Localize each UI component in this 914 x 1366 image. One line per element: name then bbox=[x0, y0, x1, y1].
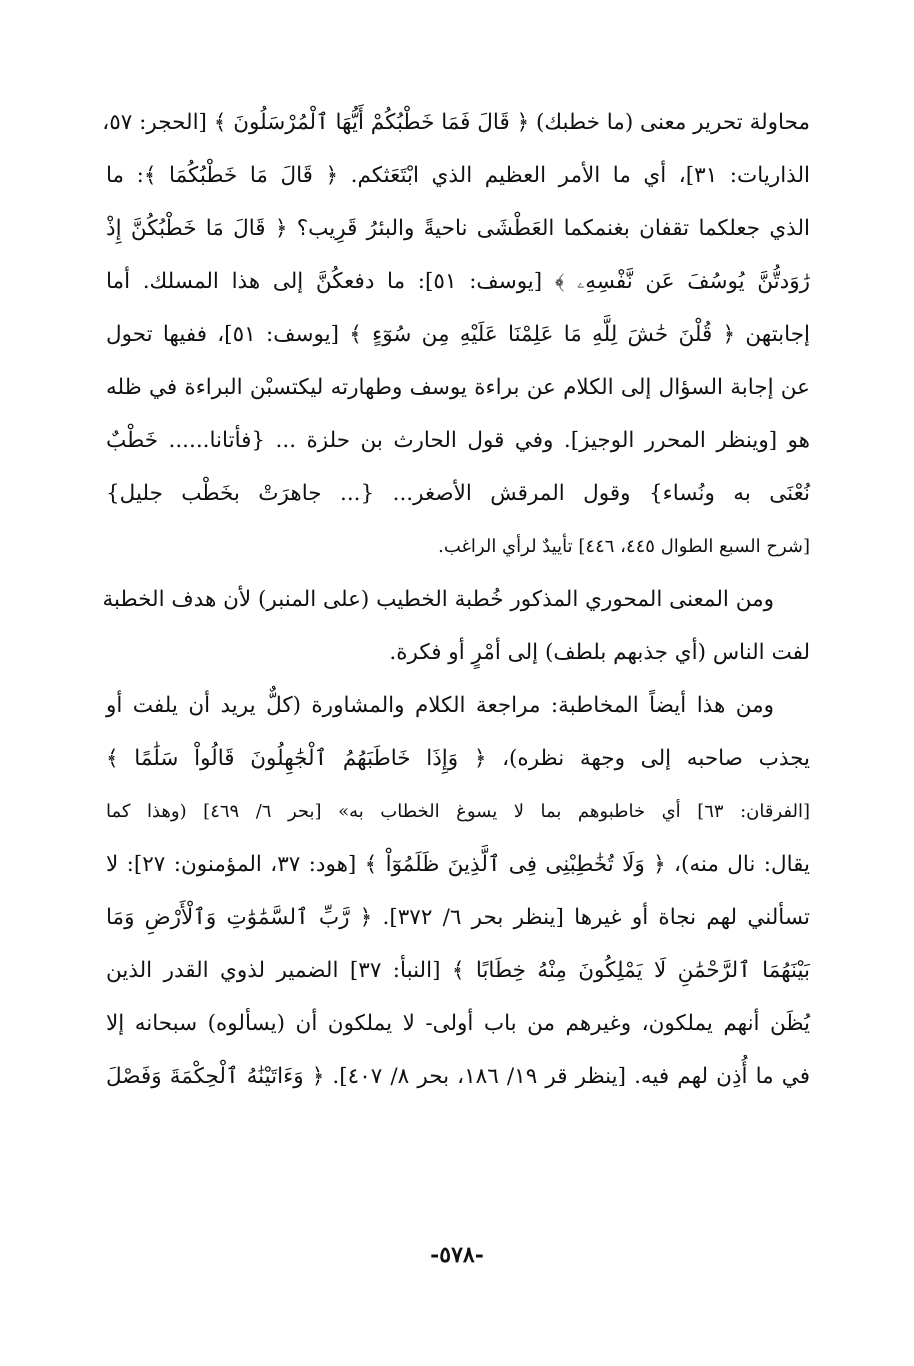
text-line: [شرح السبع الطوال ٤٤٥، ٤٤٦] تأييدٌ لرأي الراغب. bbox=[438, 536, 810, 557]
page-number: -٥٧٨- bbox=[430, 1242, 484, 1268]
text-line: هو [وينظر المحرر الوجيز]. وفي قول الحارث بن حلزة ... {فأتانا...... خَطْبٌ bbox=[106, 428, 810, 453]
paragraph-start-line: ومن المعنى المحوري المذكور خُطبة الخطيب (على المنبر) لأن هدف الخطبة bbox=[102, 587, 774, 612]
text-line: في ما أُذِن لهم فيه. [ينظر قر ١٩/ ١٨٦، بحر ٨/ ٤٠٧]. ﴿ وَءَاتَيْنَٰهُ ٱلْحِكْمَةَ وَفَصْلَ bbox=[106, 1064, 811, 1089]
main-text bbox=[102, 96, 811, 1103]
text-line: محاولة تحرير معنى (ما خطبك) ﴿ قَالَ فَمَا خَطْبُكُمْ أَيُّهَا ٱلْمُرْسَلُونَ ﴾ [الحجر: ٥٧، bbox=[102, 110, 810, 135]
paragraph-start-line: ومن هذا أيضاً المخاطبة: مراجعة الكلام والمشاورة (كلٌّ يريد أن يلفت أو bbox=[106, 693, 774, 718]
text-line: تسألني لهم نجاة أو غيرها [ينظر بحر ٦/ ٣٧٢]. ﴿ رَّبِّ ٱلسَّمَٰوَٰتِ وَٱلْأَرْضِ وَمَا bbox=[106, 905, 810, 930]
text-line: بَيْنَهُمَا ٱلرَّحْمَٰنِ لَا يَمْلِكُونَ مِنْهُ خِطَابًا ﴾ [النبأ: ٣٧] الضمير لذوي القدر الذين bbox=[106, 958, 810, 983]
text-line: يجذب صاحبه إلى وجهة نظره)، ﴿ وَإِذَا خَاطَبَهُمُ ٱلْجَٰهِلُونَ قَالُواْ سَلَٰمًا ﴾ bbox=[106, 746, 810, 771]
text-line: رَٰوَدتُّنَّ يُوسُفَ عَن نَّفْسِهِۦ ﴾ [يوسف: ٥١]: ما دفعكُنَّ إلى هذا المسلك. أما bbox=[106, 269, 810, 294]
text-line: لفت الناس (أي جذبهم بلطف) إلى أمْرٍ أو فكرة. bbox=[389, 640, 810, 665]
text-line: الذاريات: ٣١]، أي ما الأمر العظيم الذي ابْتَعَثكم. ﴿ قَالَ مَا خَطْبُكُمَا ﴾: ما bbox=[106, 163, 810, 188]
text-line: يُظَن أنهم يملكون، وغيرهم من باب أولى- لا يملكون أن (يسألوه) سبحانه إلا bbox=[106, 1011, 810, 1036]
text-line: [الفرقان: ٦٣] أي خاطبوهم بما لا يسوغ الخطاب به» [بحر ٦/ ٤٦٩] (وهذا كما bbox=[106, 801, 810, 822]
text-line: الذي جعلكما تقفان بغنمكما العَطْشَى ناحيةً والبئرُ قَرِيب؟ ﴿ قَالَ مَا خَطْبُكُنَّ إِذْ bbox=[106, 216, 810, 241]
text-line: يقال: نال منه)، ﴿ وَلَا تُخَٰطِبْنِى فِى ٱلَّذِينَ ظَلَمُوٓاْ ﴾ [هود: ٣٧، المؤمنون: ٢٧]: لا bbox=[106, 852, 811, 877]
text-line: إجابتهن ﴿ قُلْنَ حَٰشَ لِلَّهِ مَا عَلِمْنَا عَلَيْهِ مِن سُوٓءٍ ﴾ [يوسف: ٥١]، ففيها تحول bbox=[106, 322, 810, 347]
text-line: نُعْنَى به ونُساء} وقول المرقش الأصغر... {... جاهرَتْ بخَطْب جليل} bbox=[106, 481, 810, 506]
text-line: عن إجابة السؤال إلى الكلام عن براءة يوسف وطهارته ليكتسبْن البراءة في ظله bbox=[106, 375, 810, 400]
